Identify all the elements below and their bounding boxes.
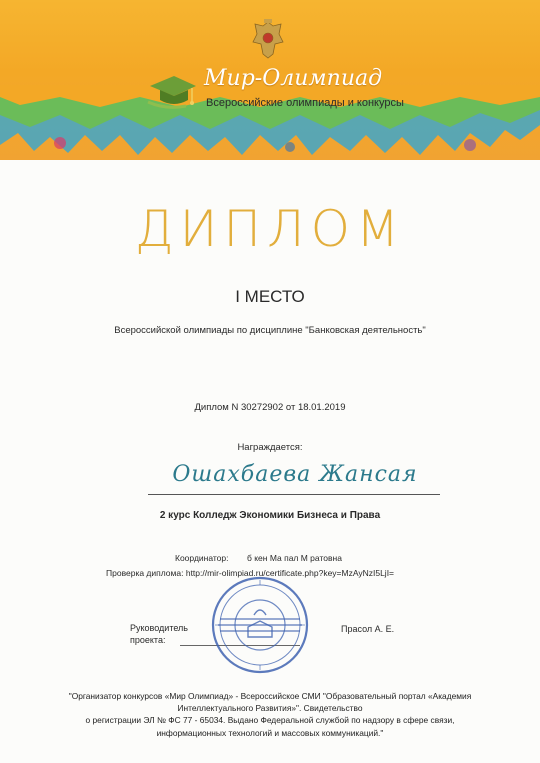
verification-url[interactable]: http://mir-olimpiad.ru/certificate.php?key=MzAyNzI5LjI=: [185, 568, 395, 578]
place-label: I МЕСТО: [235, 287, 305, 306]
project-head-label: [130, 622, 188, 646]
awarded-label: Награждается:: [237, 442, 303, 453]
verification-label: Проверка диплома:: [106, 568, 184, 578]
footer-line-1: "Организатор конкурсов «Мир Олимпиад» - Всероссийское СМИ "Образовательный портал «Академия: [68, 691, 472, 701]
footer-legal-text: [30, 690, 510, 739]
diploma-number: Диплом N 30272902 от 18.01.2019: [194, 402, 346, 413]
diploma-title: ДИПЛОМ: [134, 200, 406, 258]
brand-logo: [146, 66, 416, 116]
name-underline: [148, 494, 440, 495]
recipient-name: Ошахбаева Жансая: [172, 462, 418, 487]
header-banner: [0, 0, 540, 160]
footer-line-2: Интеллектуального Развития»". Свидетельство: [177, 703, 363, 714]
footer-line-4: информационных технологий и массовых коммуникаций.": [156, 727, 384, 738]
project-head-label-line1: Руководитель: [130, 623, 188, 633]
graduation-cap-icon: [146, 66, 198, 112]
brand-subtitle: Всероссийские олимпиады и конкурсы: [206, 97, 404, 109]
project-head-label-line2: проекта:: [130, 635, 166, 645]
coordinator-value: б кен Ма пал М ратовна: [247, 553, 342, 563]
discipline-text: Всероссийской олимпиады по дисциплине "Банковская деятельность": [114, 325, 426, 336]
brand-name: Мир-Олимпиад: [204, 66, 383, 91]
course-info: 2 курс Колледж Экономики Бизнеса и Права: [159, 510, 381, 521]
official-stamp-icon: [210, 575, 310, 675]
project-head-name: Прасол А. Е.: [341, 624, 395, 634]
coat-of-arms-icon: [251, 18, 285, 60]
coordinator-label: Координатор:: [175, 553, 229, 563]
footer-line-3: о регистрации ЭЛ № ФС 77 - 65034. Выдано Федеральной службой по надзору в сфере связи,: [85, 715, 455, 726]
coordinator-row: [175, 553, 342, 563]
